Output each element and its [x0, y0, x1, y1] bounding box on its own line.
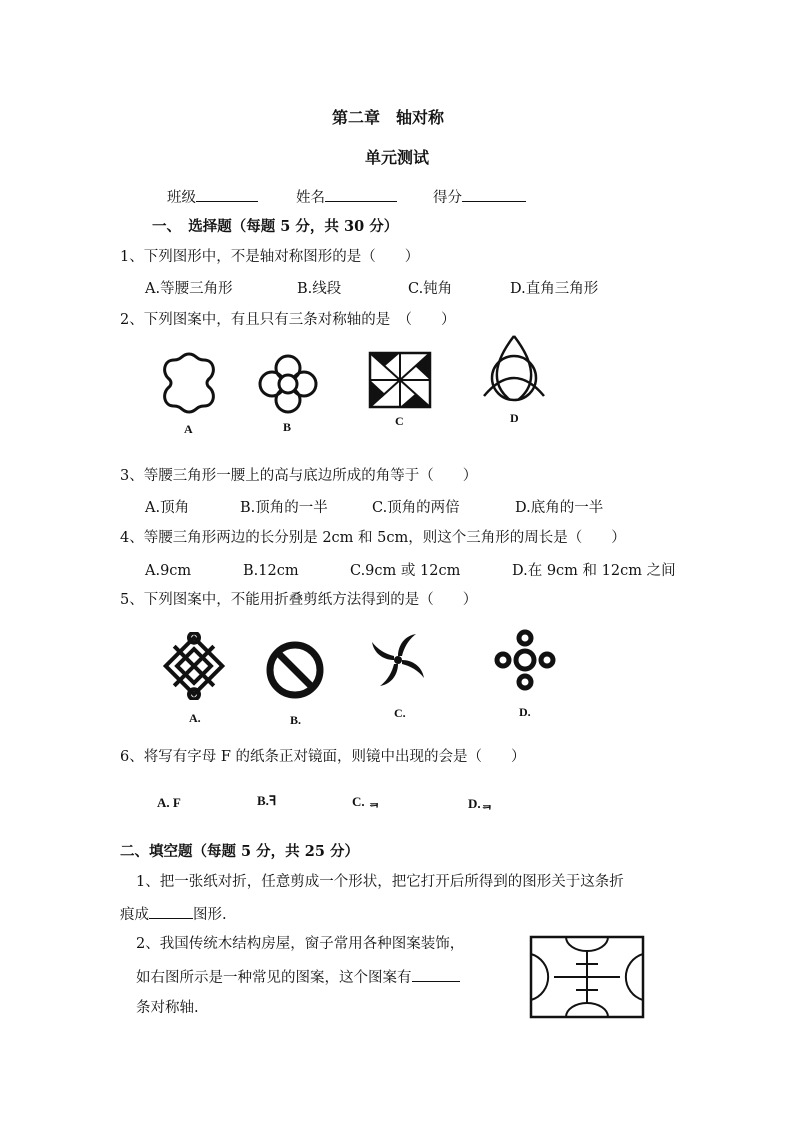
- q3-option-b: B.顶角的一半: [240, 500, 328, 516]
- q6-label-b: B.: [257, 793, 269, 808]
- q1-text: 1、下列图形中，不是轴对称图形的是（ ）: [120, 249, 420, 265]
- q6-glyph-d: ᆿ: [480, 796, 494, 811]
- name-blank[interactable]: [325, 187, 397, 202]
- chapter-title: 第二章 轴对称: [332, 108, 445, 127]
- q6-label-a: A.: [157, 795, 170, 810]
- name-label: 姓名: [296, 190, 325, 206]
- name-field: [296, 187, 397, 207]
- q6-glyph-b: ꟻ: [268, 793, 277, 808]
- q6-option-b: [257, 793, 276, 809]
- q2-label-b: B: [283, 420, 292, 434]
- q5-label-c: C.: [394, 706, 406, 720]
- q2-label-c: C: [395, 414, 404, 428]
- q4-text: 4、等腰三角形两边的长分别是 2cm 和 5cm，则这个三角形的周长是（ ）: [120, 530, 626, 546]
- s2-q1-line1: 1、把一张纸对折，任意剪成一个形状，把它打开后所得到的图形关于这条折: [136, 874, 624, 890]
- q2-figure-b-flower-icon: [256, 352, 320, 416]
- q4-option-a: A.9cm: [145, 563, 192, 579]
- s2-q1-pre: 痕成: [120, 907, 149, 923]
- q5-label-a: A.: [189, 711, 201, 725]
- q6-option-d: [468, 793, 493, 812]
- s2-q2-line3: 条对称轴.: [136, 1000, 199, 1016]
- q5-figure-d-circles-icon: [494, 628, 556, 692]
- q2-label-d: D: [510, 411, 519, 425]
- q4-option-c: C.9cm 或 12cm: [350, 563, 461, 579]
- q6-glyph-c: ᆿ: [367, 794, 381, 809]
- class-field: [167, 187, 258, 207]
- q5-text: 5、下列图案中，不能用折叠剪纸方法得到的是（ ）: [120, 592, 478, 608]
- window-pattern-figure-icon: [528, 934, 646, 1020]
- q3-text: 3、等腰三角形一腰上的高与底边所成的角等于（ ）: [120, 468, 478, 484]
- q4-option-b: B.12cm: [243, 563, 299, 579]
- q5-label-b: B.: [290, 713, 302, 727]
- q6-text: 6、将写有字母 F 的纸条正对镜面，则镜中出现的会是（ ）: [120, 749, 526, 765]
- page-subtitle: 单元测试: [365, 148, 430, 167]
- q5-figure-a-endless-knot-icon: [160, 632, 228, 700]
- q2-figure-c-pinwheel-icon: [367, 350, 433, 410]
- q6-glyph-a: F: [172, 795, 181, 810]
- q6-label-c: C.: [352, 794, 365, 809]
- q3-option-d: D.底角的一半: [515, 500, 604, 516]
- q1-option-b: B.线段: [297, 281, 342, 297]
- q3-option-c: C.顶角的两倍: [372, 500, 460, 516]
- score-blank[interactable]: [462, 187, 526, 202]
- q2-figure-d-triquetra-icon: [480, 332, 548, 404]
- s2-q1-post: 图形.: [193, 907, 227, 923]
- q3-option-a: A.顶角: [145, 500, 190, 516]
- q5-figure-b-prohibited-icon: [265, 640, 325, 700]
- s2-q1-line2: [120, 904, 227, 924]
- q2-figure-a-ornament-icon: [158, 350, 220, 416]
- s2-q2-line2: [136, 967, 460, 987]
- class-blank[interactable]: [196, 187, 258, 202]
- q1-option-a: A.等腰三角形: [145, 281, 233, 297]
- q1-option-d: D.直角三角形: [510, 281, 599, 297]
- score-label: 得分: [433, 190, 462, 206]
- s2-q2-pre: 如右图所示是一种常见的图案，这个图案有: [136, 970, 412, 986]
- score-field: [433, 187, 526, 207]
- q5-label-d: D.: [519, 705, 531, 719]
- q2-text: 2、下列图案中，有且只有三条对称轴的是 （ ）: [120, 312, 456, 328]
- class-label: 班级: [167, 190, 196, 206]
- q1-option-c: C.钝角: [408, 281, 453, 297]
- q5-figure-c-swirl-icon: [366, 628, 430, 692]
- s2-q2-answer-blank[interactable]: [412, 967, 460, 982]
- q4-option-d: D.在 9cm 和 12cm 之间: [512, 563, 676, 579]
- q6-option-c: [352, 791, 380, 810]
- q2-label-a: A: [184, 422, 193, 436]
- q6-option-a: [157, 795, 181, 811]
- q6-label-d: D.: [468, 796, 481, 811]
- section1-heading: 一、 选择题（每题 5 分，共 30 分）: [152, 218, 399, 235]
- section2-heading: 二、填空题（每题 5 分，共 25 分）: [120, 843, 359, 860]
- s2-q1-answer-blank[interactable]: [149, 904, 193, 919]
- s2-q2-line1: 2、我国传统木结构房屋，窗子常用各种图案装饰，: [136, 936, 465, 952]
